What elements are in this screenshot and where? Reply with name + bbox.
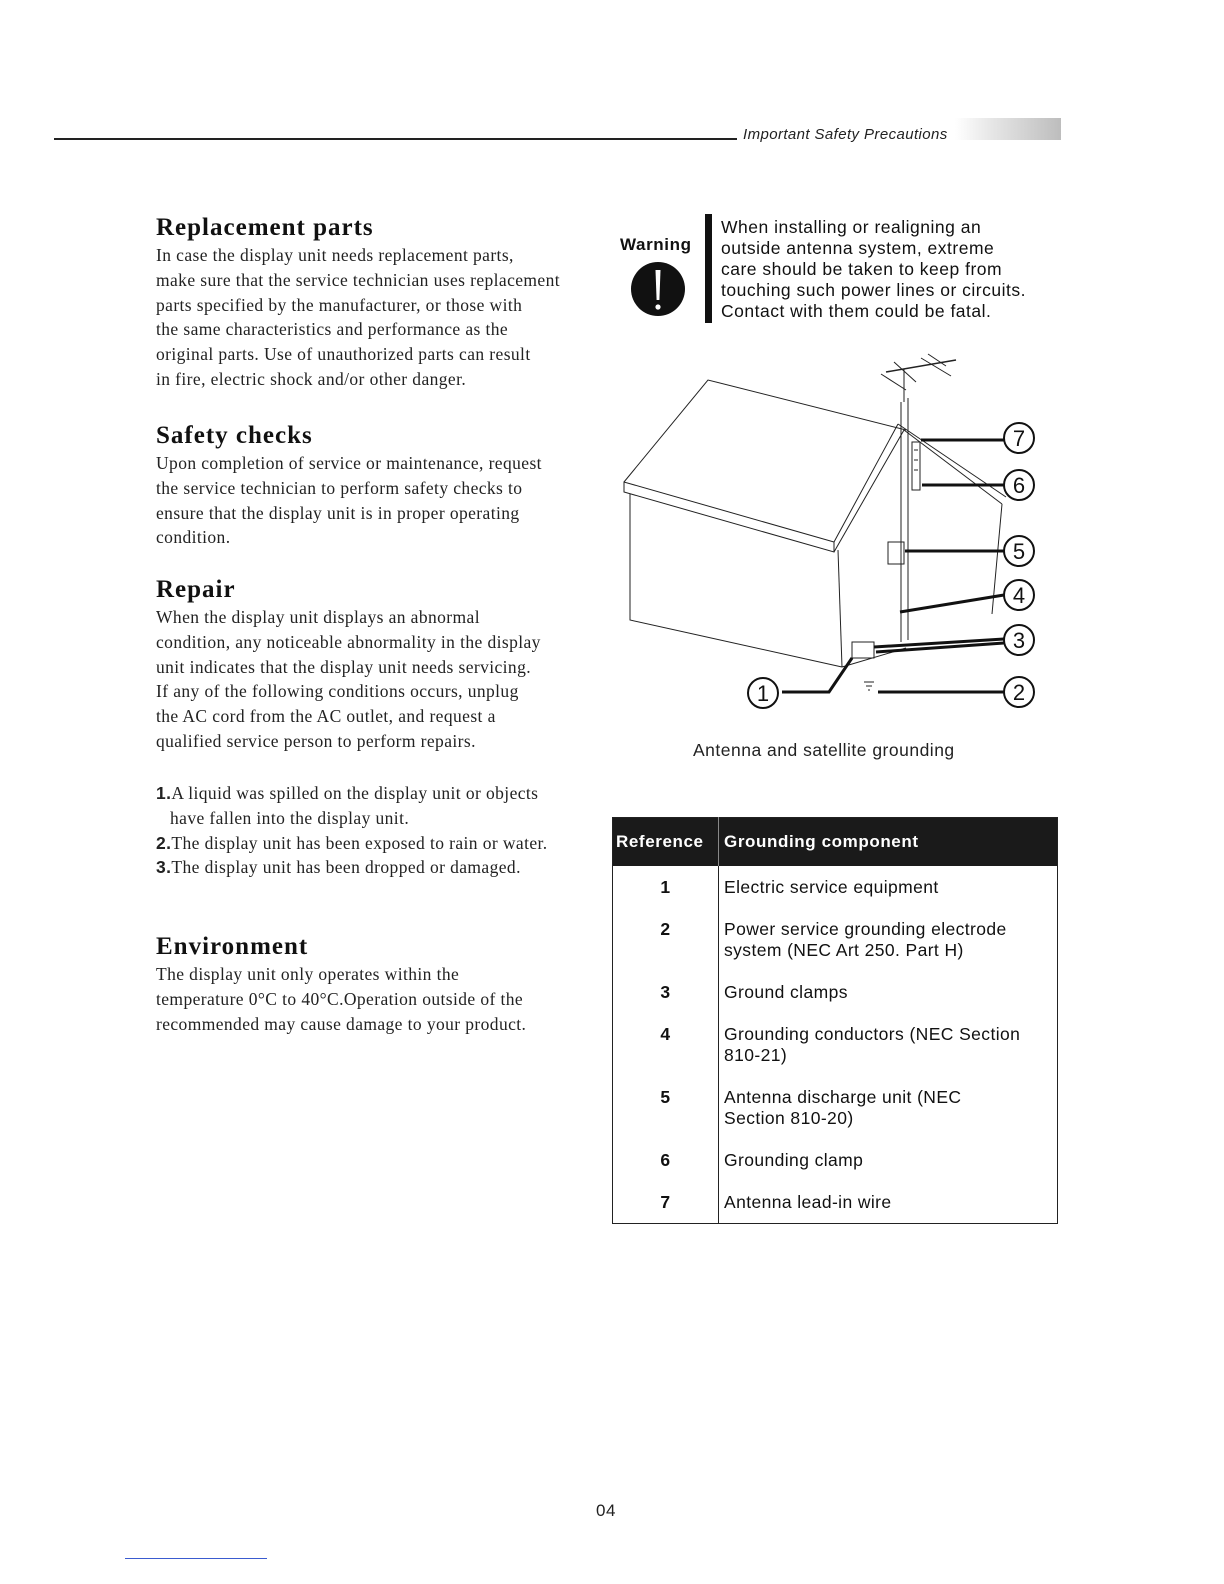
- page-number: 04: [596, 1501, 616, 1520]
- table-row: 2 Power service grounding electrode system (NEC Art 250. Part H): [613, 908, 1058, 971]
- section-replacement-parts: [156, 213, 616, 392]
- list-item: 2.The display unit has been exposed to rain or water.: [156, 832, 548, 853]
- table-header-row: [613, 818, 1058, 867]
- repair-conditions-list: [156, 781, 606, 880]
- section-title: Replacement parts: [156, 214, 374, 241]
- section-environment: [156, 932, 616, 1036]
- section-repair: [156, 575, 616, 754]
- column-header-component: Grounding component: [719, 818, 1058, 867]
- footer-line: [125, 1558, 267, 1559]
- callout-1: 1: [756, 681, 770, 706]
- table-row: 4 Grounding conductors (NEC Section 810-21): [613, 1013, 1058, 1076]
- list-item: 3.The display unit has been dropped or damaged.: [156, 857, 521, 878]
- section-body: Upon completion of service or maintenance, request the service technician to perform safety checks to ensure that the display unit is in proper operating condition.: [156, 453, 542, 548]
- table-row: 1 Electric service equipment: [613, 866, 1058, 908]
- header-title: Important Safety Precautions: [743, 126, 948, 143]
- section-title: Safety checks: [156, 422, 313, 449]
- grounding-table: [612, 817, 1058, 1224]
- callout-5: 5: [1012, 539, 1026, 564]
- table-row: 7 Antenna lead-in wire: [613, 1181, 1058, 1224]
- callout-4: 4: [1012, 583, 1026, 608]
- header-rule: [54, 138, 737, 140]
- callout-7: 7: [1012, 426, 1026, 451]
- callout-2: 2: [1012, 680, 1026, 705]
- warning-label: Warning: [620, 235, 692, 254]
- section-title: Repair: [156, 576, 236, 603]
- exclamation-icon: [631, 262, 685, 316]
- section-title: Environment: [156, 933, 309, 960]
- warning-text: When installing or realigning an outside antenna system, extreme care should be taken to keep from touching such power lines or circuits. Contact with them could be fatal.: [721, 217, 1026, 321]
- section-body: In case the display unit needs replacement parts, make sure that the service technician uses replacement parts specified by the manufacturer, or those with the same characteristics and performance as the original parts. Use of unauthorized parts can result in fire, electric shock and/or other danger.: [156, 245, 560, 389]
- header-gradient-bar: [955, 118, 1061, 140]
- roof-outline: [624, 380, 906, 482]
- column-header-reference: Reference: [613, 818, 719, 867]
- table-row: 6 Grounding clamp: [613, 1139, 1058, 1181]
- section-body: The display unit only operates within the temperature 0°C to 40°C.Operation outside of the recommended may cause damage to your product.: [156, 964, 527, 1034]
- table-row: 5 Antenna discharge unit (NEC Section 810-20): [613, 1076, 1058, 1139]
- list-item: 1.A liquid was spilled on the display unit or objects have fallen into the display unit.: [156, 783, 539, 828]
- section-body: When the display unit displays an abnormal condition, any noticeable abnormality in the display unit indicates that the display unit needs servicing. If any of the following conditions occurs, unplug the AC cord from the AC outlet, and request a qualified service person to perform repairs.: [156, 607, 541, 751]
- antenna-grounding-diagram: [616, 352, 1056, 727]
- callout-6: 6: [1012, 473, 1026, 498]
- callout-3: 3: [1012, 628, 1026, 653]
- warning-bar: [705, 214, 712, 323]
- table-row: 3 Ground clamps: [613, 971, 1058, 1013]
- diagram-caption: Antenna and satellite grounding: [693, 740, 955, 760]
- section-safety-checks: [156, 421, 616, 550]
